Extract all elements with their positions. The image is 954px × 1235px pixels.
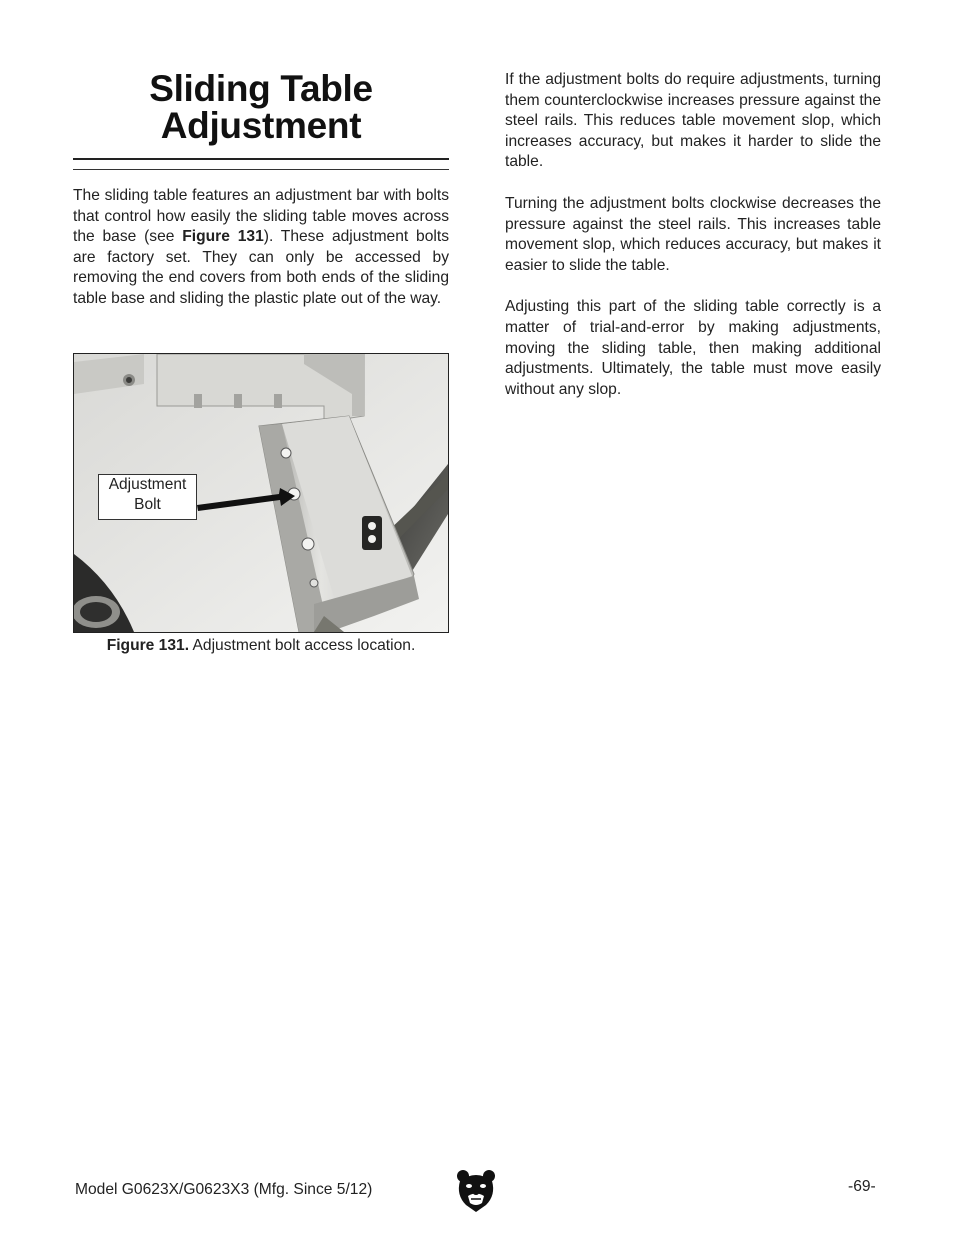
- callout-line-2: Bolt: [134, 496, 161, 513]
- footer-model: Model G0623X/G0623X3 (Mfg. Since 5/12): [75, 1181, 373, 1198]
- figure-131-photo: [73, 353, 449, 633]
- bear-head-logo-icon: [456, 1169, 496, 1213]
- caption-text: Adjustment bolt access location.: [189, 637, 416, 654]
- callout-line-1: Adjustment: [108, 476, 187, 493]
- right-paragraph-1: If the adjustment bolts do require adjustments, turning them counterclockwise increases pressure against the steel rails. This reduces table movement slop, which increases accuracy, but makes it harder to slide the table.: [505, 71, 881, 171]
- right-column: [505, 70, 881, 421]
- adjustment-bolt-callout: [98, 474, 197, 520]
- figure-reference: Figure 131: [182, 228, 264, 246]
- title-line-1: Sliding Table: [149, 68, 373, 109]
- right-paragraph-3: Adjusting this part of the sliding table correctly is a matter of trial-and-error by making adjustments, moving the sliding table, then making additional adjustments. Ultimately, the table must move easily without any slop.: [505, 298, 881, 398]
- intro-text-2: ). These adjustment bolts are factory set. They can only be accessed by removing the end covers from both ends of the sliding table base and sliding the plastic plate out of the way.: [73, 228, 449, 307]
- left-column: [73, 68, 449, 654]
- page-number: -69-: [848, 1178, 876, 1195]
- title-rule-thin: [73, 169, 449, 170]
- figure-caption: [73, 636, 449, 656]
- right-paragraph-2: Turning the adjustment bolts clockwise decreases the pressure against the steel rails. This increases table movement slop, which reduces accuracy, but makes it easier to slide the table.: [505, 194, 881, 274]
- intro-text-1: The sliding table features an adjustment bar with bolts that control how easily the sliding table moves across the base (see: [73, 187, 449, 246]
- title-rule-thick: [73, 158, 449, 160]
- section-title: [73, 70, 449, 144]
- intro-paragraph: [73, 186, 449, 310]
- title-line-2: Adjustment: [160, 105, 362, 146]
- caption-label: Figure 131.: [106, 637, 190, 654]
